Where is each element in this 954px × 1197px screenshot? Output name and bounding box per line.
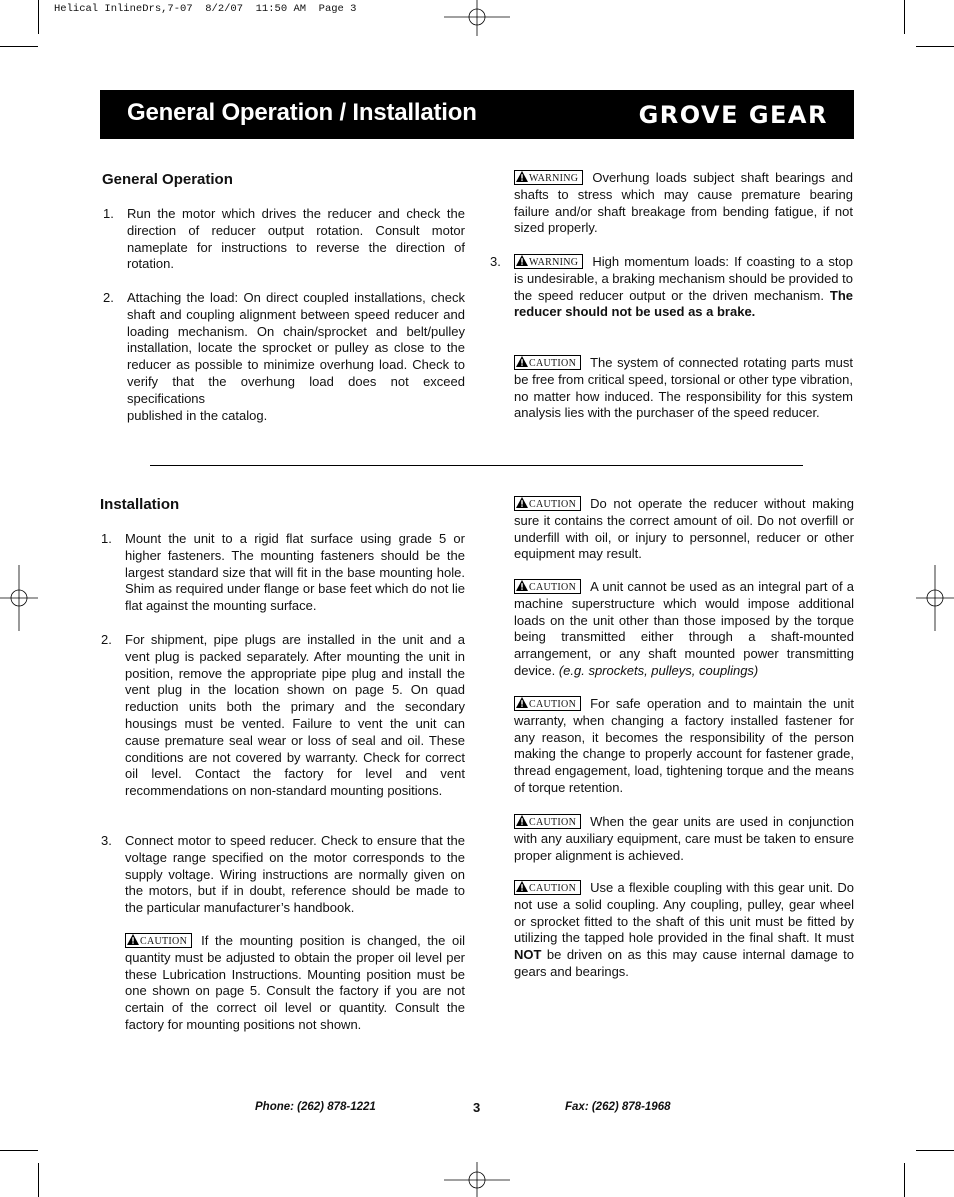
caution-badge: CAUTION xyxy=(514,579,581,594)
list-number: 3. xyxy=(490,254,501,269)
warning-triangle-icon xyxy=(516,815,528,826)
section-divider xyxy=(150,465,803,466)
list-item: For shipment, pipe plugs are installed in the unit and a vent plug is packed separately. After mounting the unit in position, remove the appropriate pipe plug and install the vent plug in the location shown on page 5. On quad reduction units both the primary and the secondary housings must be vented. Failure to vent the unit can cause premature seal wear or loss of seal and oil. These conditions are not covered by warranty. Check for correct oil level. Contact the factory for level and vent recommendations on non-standard mounting positions. xyxy=(125,632,465,799)
list-number: 1. xyxy=(103,206,114,221)
page-title: General Operation / Installation xyxy=(127,99,477,126)
crop-mark xyxy=(38,0,39,34)
list-number: 3. xyxy=(101,833,112,848)
caution-badge: CAUTION xyxy=(125,933,192,948)
print-slug: Helical InlineDrs,7-07 8/2/07 11:50 AM Page 3 xyxy=(54,3,357,15)
warning-triangle-icon xyxy=(516,497,528,508)
crop-mark xyxy=(904,0,905,34)
section-title-installation: Installation xyxy=(100,496,180,513)
crop-mark xyxy=(904,1163,905,1197)
list-item xyxy=(127,290,465,424)
list-item: Run the motor which drives the reducer and check the direction of reducer output rotation. Consult motor nameplate for instructions to reverse the direction of rotation. xyxy=(127,206,465,272)
list-number: 2. xyxy=(103,290,114,305)
warning-triangle-icon xyxy=(516,580,528,591)
list-item-tail: published in the catalog. xyxy=(127,407,268,423)
warning-badge: WARNING xyxy=(514,254,583,269)
page-number: 3 xyxy=(473,1100,481,1115)
warning-triangle-icon xyxy=(516,697,528,708)
caution-badge: CAUTION xyxy=(514,696,581,711)
caution-integral-part: CAUTION A unit cannot be used as an integral part of a machine superstructure which would impose additional loads on the unit other than those imposed by the torque being transmitted either through a shaft-mounted arrangement, or any shaft mounted power transmitting device. (e.g. sprockets, pulleys, couplings) xyxy=(514,579,854,678)
warning-triangle-icon xyxy=(516,356,528,367)
footer-phone: Phone: (262) 878-1221 xyxy=(255,1101,376,1113)
list-number: 2. xyxy=(101,632,112,647)
caution-mounting-position: CAUTION If the mounting position is changed, the oil quantity must be adjusted to obtain the proper oil level per these Lubrication Instructions. Mounting position must be one shown on page 5. Consult the factory if you are not certain of the correct oil level or quantity. Consult the factory for mounting positions not shown. xyxy=(125,933,465,1032)
caution-alignment: CAUTION When the gear units are used in conjunction with any auxiliary equipment, care must be taken to ensure proper alignment is achieved. xyxy=(514,814,854,863)
registration-mark-right xyxy=(916,565,954,631)
section-title-general-operation: General Operation xyxy=(102,171,233,188)
warning-triangle-icon xyxy=(127,934,139,945)
caution-badge: CAUTION xyxy=(514,496,581,511)
caution-rotating-parts: CAUTION The system of connected rotating parts must be free from critical speed, torsional or other type vibration, no matter how induced. The responsibility for this system analysis lies with the purchaser of the speed reducer. xyxy=(514,355,853,421)
crop-mark xyxy=(916,46,954,47)
registration-mark-top xyxy=(444,0,510,36)
warning-triangle-icon xyxy=(516,881,528,892)
registration-mark-left xyxy=(0,565,38,631)
caution-fastener: CAUTION For safe operation and to maintain the unit warranty, when changing a factory installed fastener for any reason, it becomes the responsibility of the person making the change to properly account for fastener grade, thread engagement, load, tightening torque and the means of torque retention. xyxy=(514,696,854,795)
caution-flexible-coupling: CAUTION Use a flexible coupling with this gear unit. Do not use a solid coupling. Any coupling, pulley, gear wheel or sprocket fitted to the shaft of this unit must be fitted by utilizing the tapped hole provided in the final shaft. It must NOT be driven on as this may cause internal damage to gears and bearings. xyxy=(514,880,854,979)
brand-logo: GROVE GEAR xyxy=(638,101,828,129)
footer-fax: Fax: (262) 878-1968 xyxy=(565,1101,671,1113)
registration-mark-bottom xyxy=(444,1162,510,1197)
list-item: Mount the unit to a rigid flat surface using grade 5 or higher fasteners. The mounting fasteners should be the largest standard size that will fit in the base mounting hole. Shim as required under flange or base feet which do not lie flat against the mounting surface. xyxy=(125,531,465,614)
header-banner xyxy=(100,90,854,139)
list-item: Connect motor to speed reducer. Check to ensure that the voltage range specified on the motor corresponds to the supply voltage. Wiring instructions are normally given on the motors, but if in doubt, reference should be made to the particular manufacturer’s handbook. xyxy=(125,833,465,916)
crop-mark xyxy=(0,1150,38,1151)
warning-triangle-icon xyxy=(516,171,528,182)
crop-mark xyxy=(916,1150,954,1151)
list-item-high-momentum: WARNING High momentum loads: If coasting to a stop is undesirable, a braking mechanism should be provided to the speed reducer output or the driven mechanism. The reducer should not be used as a brake. xyxy=(514,254,853,320)
warning-badge: WARNING xyxy=(514,170,583,185)
list-item-text: Attaching the load: On direct coupled installations, check shaft and coupling alignment between speed reducer and loading mechanism. On chain/sprocket and belt/pulley installation, locate the sprocket or pulley as close to the reducer as possible to minimize overhung load. Check to verify that the overhung load does not exceed specifications xyxy=(127,290,465,406)
caution-badge: CAUTION xyxy=(514,355,581,370)
caution-badge: CAUTION xyxy=(514,880,581,895)
crop-mark xyxy=(0,46,38,47)
warning-overhung-loads: WARNING Overhung loads subject shaft bearings and shafts to stress which may cause premature bearing failure and/or shaft breakage from bending fatigue, if not sized properly. xyxy=(514,170,853,236)
crop-mark xyxy=(38,1163,39,1197)
caution-oil-amount: CAUTION Do not operate the reducer without making sure it contains the correct amount of oil. Do not overfill or underfill with oil, or injury to personnel, reducer or other equipment may result. xyxy=(514,496,854,562)
warning-triangle-icon xyxy=(516,255,528,266)
list-number: 1. xyxy=(101,531,112,546)
caution-badge: CAUTION xyxy=(514,814,581,829)
